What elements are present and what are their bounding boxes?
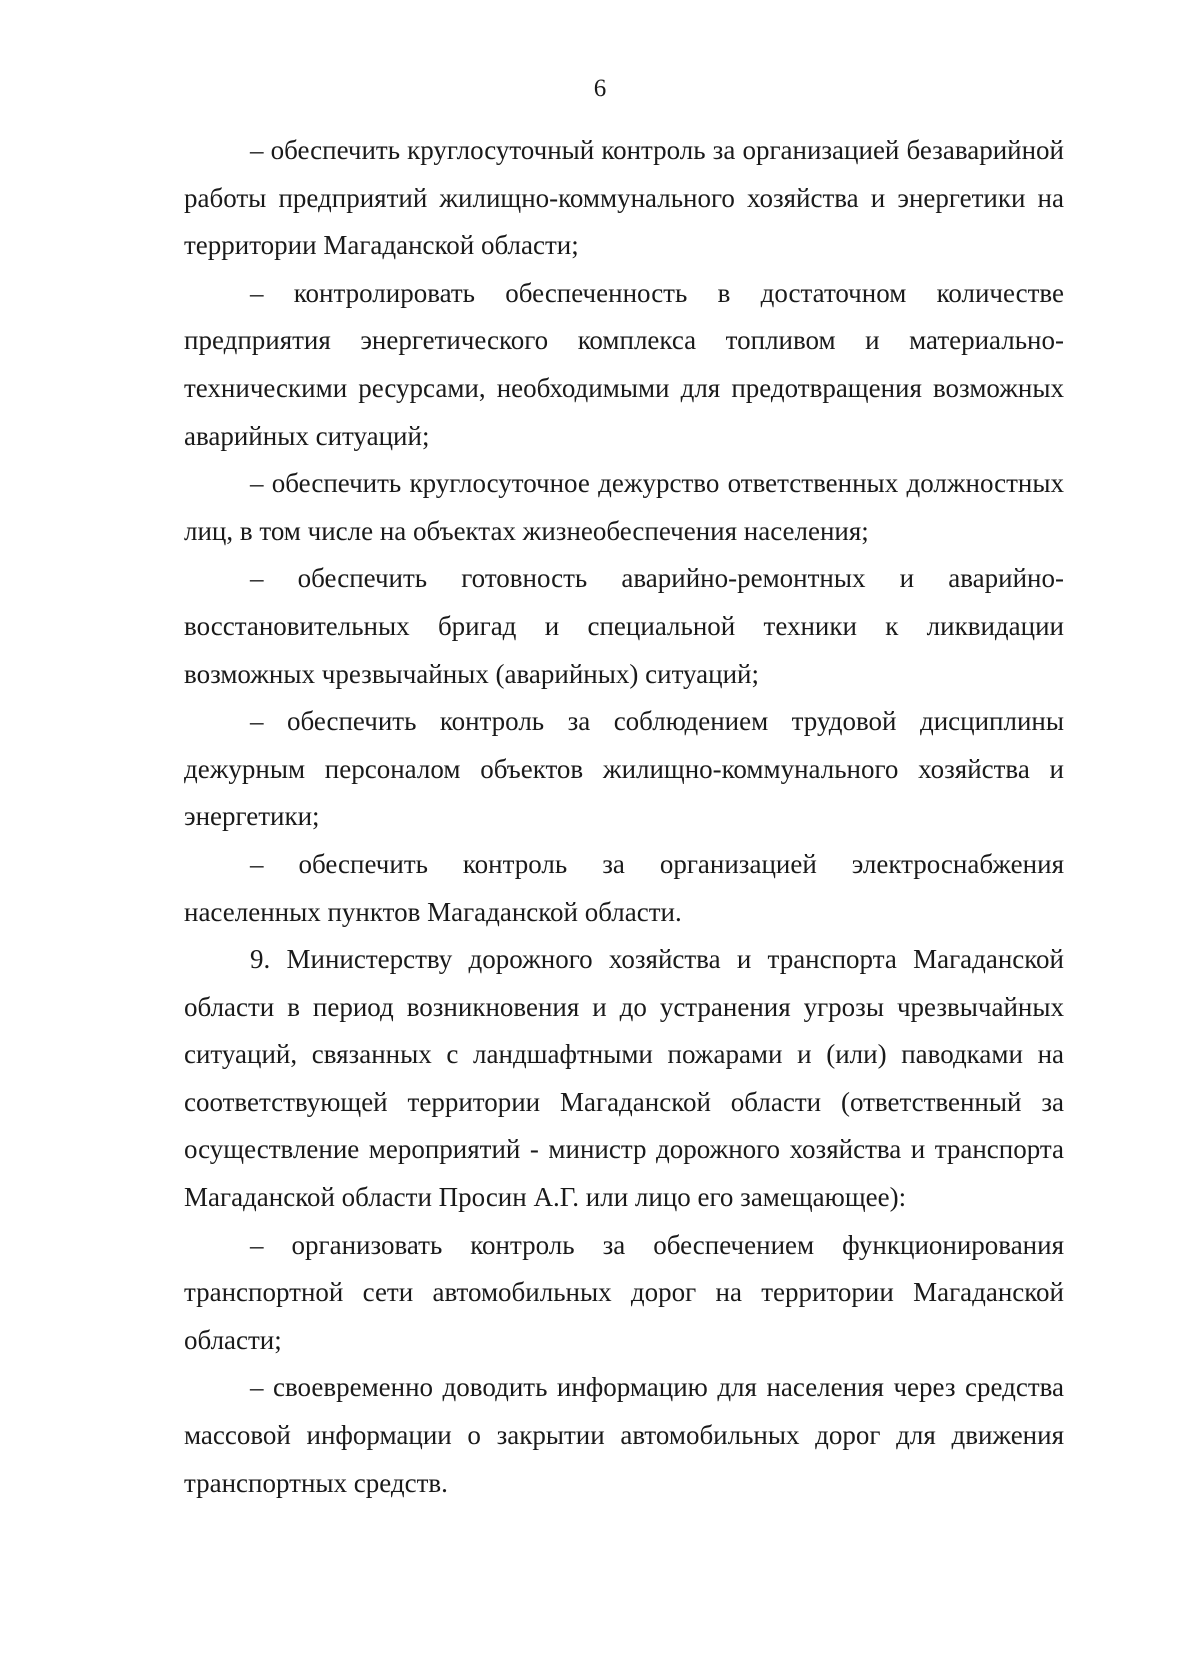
paragraph-3: – обеспечить круглосуточное дежурство ответственных должностных лиц, в том числе на объектах жизнеобеспечения населения; [184, 468, 1064, 546]
page-number: 6 [593, 75, 607, 102]
paragraph-4: – обеспечить готовность аварийно-ремонтных и аварийно-восстановительных бригад и специальной техники к ликвидации возможных чрезвычайных (аварийных) ситуаций; [184, 563, 1064, 689]
paragraph-9: – своевременно доводить информацию для населения через средства массовой информации о закрытии автомобильных дорог для движения транспортных средств. [184, 1372, 1064, 1498]
paragraph-7-section-9: 9. Министерству дорожного хозяйства и транспорта Магаданской области в период возникновения и до устранения угрозы чрезвычайных ситуаций, связанных с ландшафтными пожарами и (или) паводками на соответствующей территории Магаданской области (ответственный за осуществление мероприятий - министр дорожного хозяйства и транспорта Магаданской области Просин А.Г. или лицо его замещающее): [184, 944, 1064, 1213]
paragraph-2: – контролировать обеспеченность в достаточном количестве предприятия энергетического комплекса топливом и материально-техническими ресурсами, необходимыми для предотвращения возможных аварийных ситуаций; [184, 277, 1064, 451]
paragraph-5: – обеспечить контроль за соблюдением трудовой дисциплины дежурным персоналом объектов жилищно-коммунального хозяйства и энергетики; [184, 706, 1064, 832]
paragraph-6: – обеспечить контроль за организацией электроснабжения населенных пунктов Магаданской области. [184, 848, 1064, 927]
paragraph-8: – организовать контроль за обеспечением функционирования транспортной сети автомобильных дорог на территории Магаданской области; [184, 1229, 1064, 1355]
document-body [184, 127, 1064, 1507]
paragraph-1: – обеспечить круглосуточный контроль за организацией безаварийной работы предприятий жилищно-коммунального хозяйства и энергетики на территории Магаданской области; [184, 135, 1064, 261]
